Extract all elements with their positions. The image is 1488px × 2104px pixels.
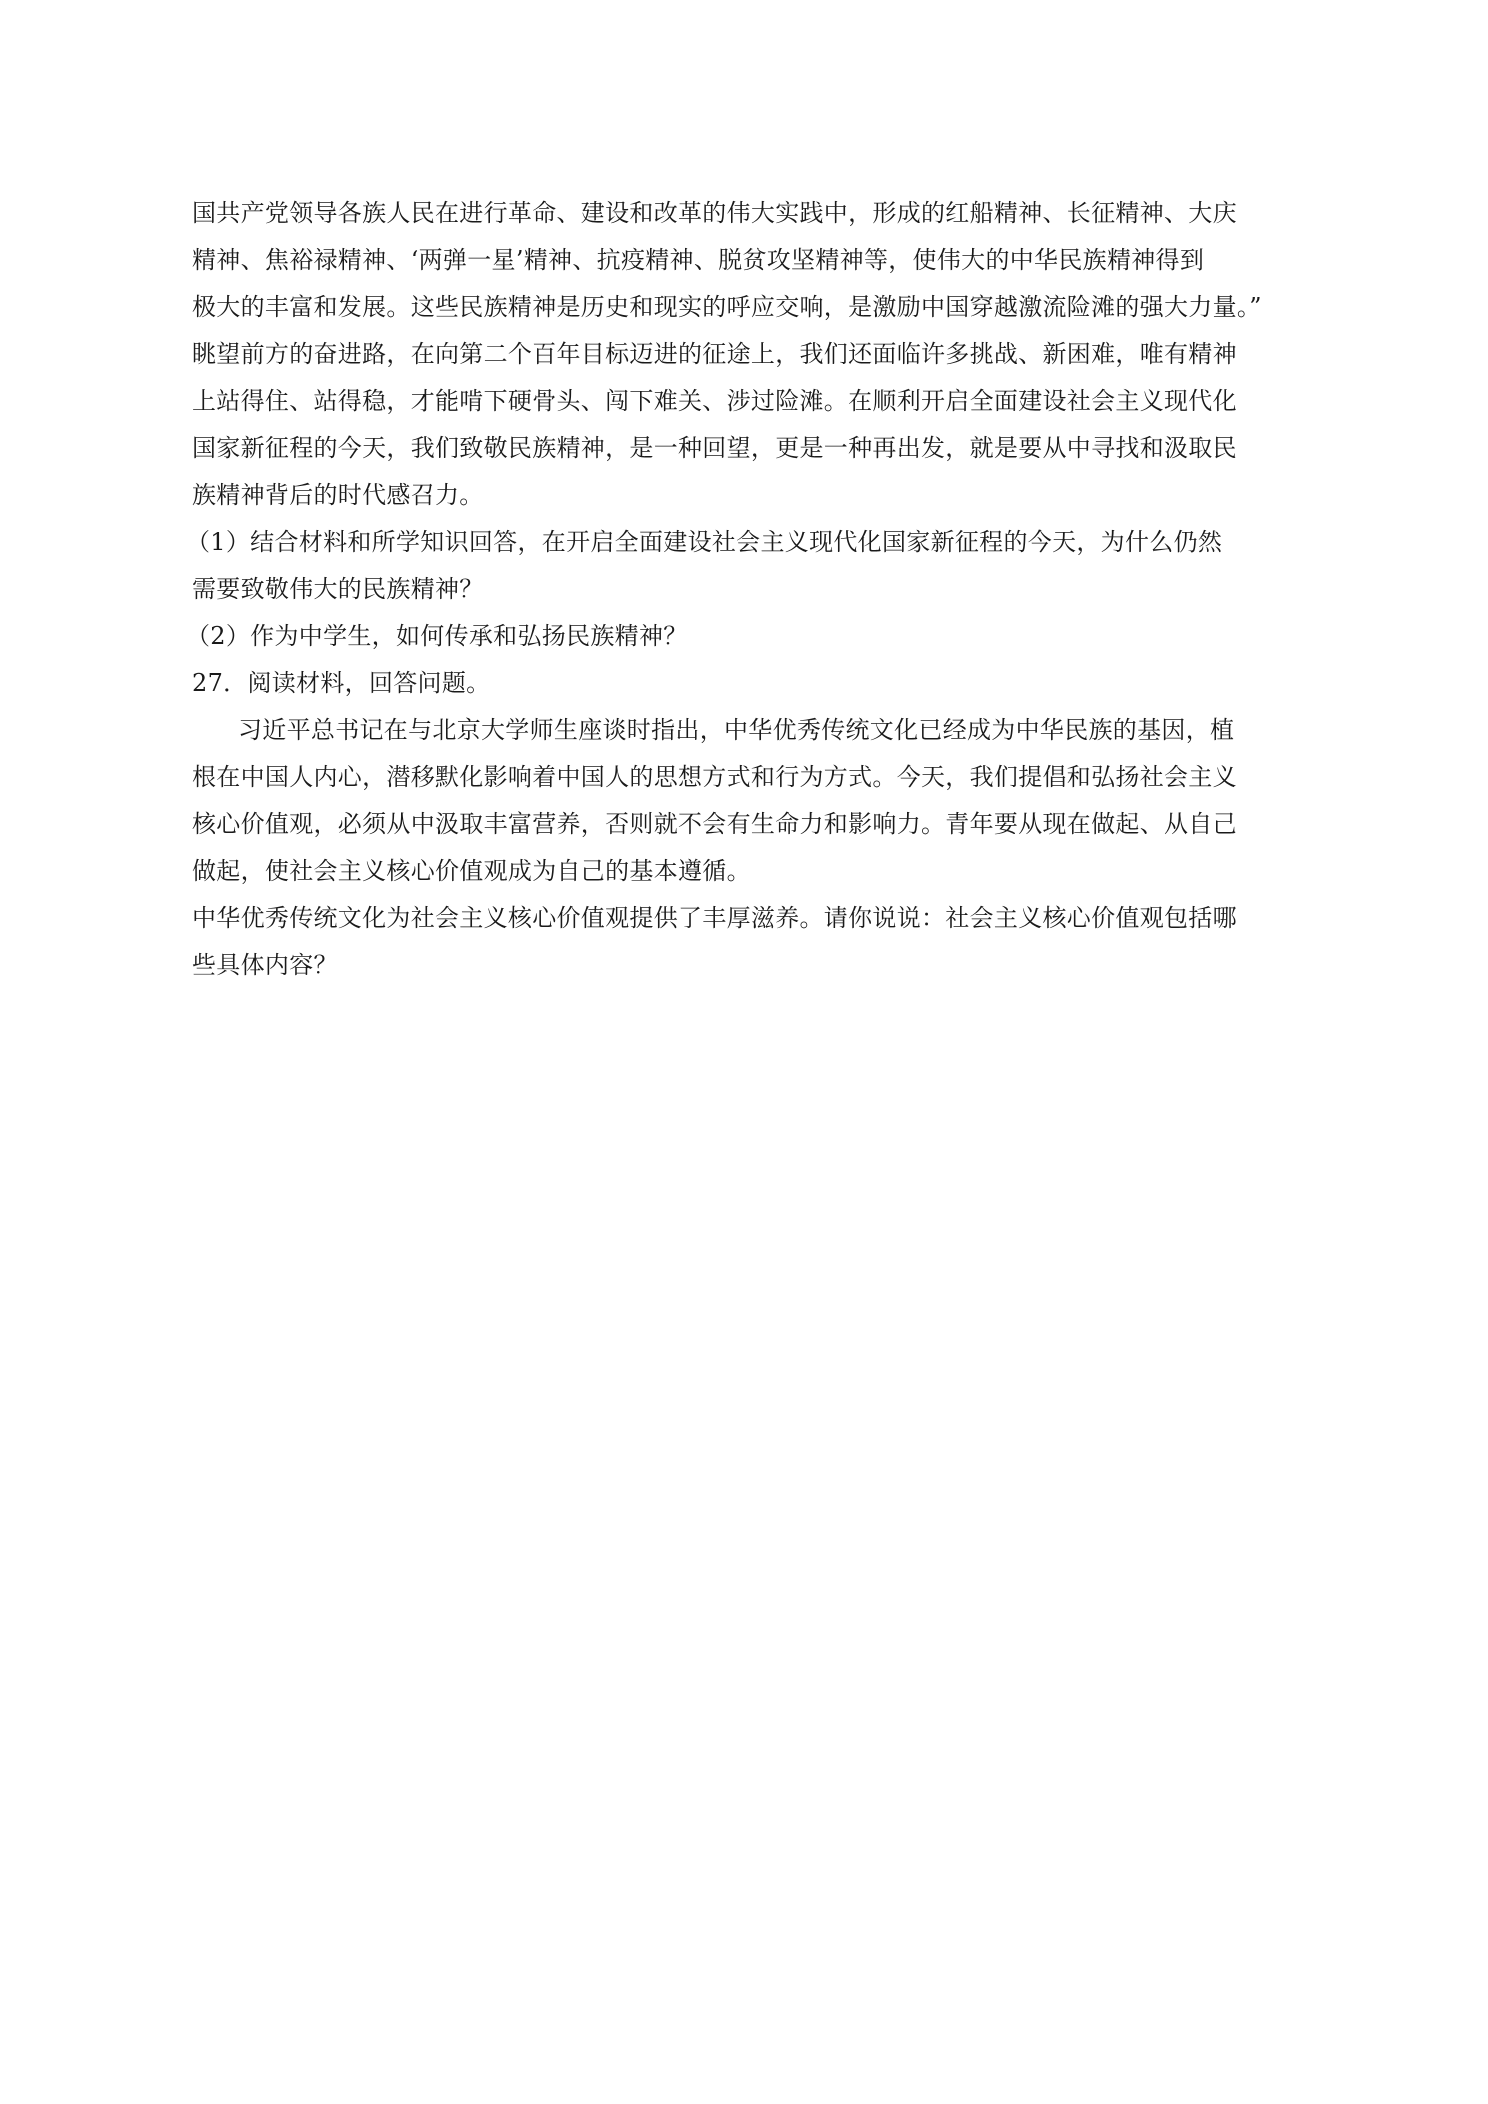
passage-26-line: 上站得住、站得稳，才能啃下硬骨头、闯下难关、涉过险滩。在顺利开启全面建设社会主义现代化 bbox=[192, 387, 1237, 415]
question-27-passage-line: 习近平总书记在与北京大学师生座谈时指出，中华优秀传统文化已经成为中华民族的基因，植 bbox=[238, 716, 1235, 744]
question-27-prompt-line: 些具体内容？ bbox=[192, 951, 338, 979]
passage-26-line: 眺望前方的奋进路，在向第二个百年目标迈进的征途上，我们还面临许多挑战、新困难，唯有精神 bbox=[192, 340, 1237, 368]
question-27-passage-line: 核心价值观，必须从中汲取丰富营养，否则就不会有生命力和影响力。青年要从现在做起、从自己 bbox=[192, 810, 1237, 838]
passage-26-line: 精神、焦裕禄精神、‘两弹一星’精神、抗疫精神、脱贫攻坚精神等，使伟大的中华民族精神得到 bbox=[192, 246, 1205, 274]
question-27-heading: 27．阅读材料，回答问题。 bbox=[192, 669, 491, 697]
question-26-2 bbox=[186, 613, 1312, 660]
passage-26-line: 族精神背后的时代感召力。 bbox=[192, 481, 484, 509]
question-26-1-line: （1）结合材料和所学知识回答，在开启全面建设社会主义现代化国家新征程的今天，为什么仍然 bbox=[186, 528, 1223, 556]
question-26-2-line: （2）作为中学生，如何传承和弘扬民族精神？ bbox=[186, 622, 688, 650]
question-27 bbox=[192, 660, 1312, 989]
passage-26-line: 国共产党领导各族人民在进行革命、建设和改革的伟大实践中，形成的红船精神、长征精神、大庆 bbox=[192, 199, 1237, 227]
question-27-prompt-line: 中华优秀传统文化为社会主义核心价值观提供了丰厚滋养。请你说说：社会主义核心价值观包括哪 bbox=[192, 904, 1237, 932]
question-26-1 bbox=[186, 519, 1312, 613]
passage-26 bbox=[192, 190, 1312, 519]
question-27-passage-line: 做起，使社会主义核心价值观成为自己的基本遵循。 bbox=[192, 857, 751, 885]
passage-26-line: 国家新征程的今天，我们致敬民族精神，是一种回望，更是一种再出发，就是要从中寻找和汲取民 bbox=[192, 434, 1237, 462]
question-27-passage-line: 根在中国人内心，潜移默化影响着中国人的思想方式和行为方式。今天，我们提倡和弘扬社会主义 bbox=[192, 763, 1237, 791]
passage-26-line: 极大的丰富和发展。这些民族精神是历史和现实的呼应交响，是激励中国穿越激流险滩的强大力量。” bbox=[192, 293, 1262, 321]
document-content bbox=[186, 190, 1312, 989]
question-26-1-line: 需要致敬伟大的民族精神？ bbox=[192, 575, 484, 603]
